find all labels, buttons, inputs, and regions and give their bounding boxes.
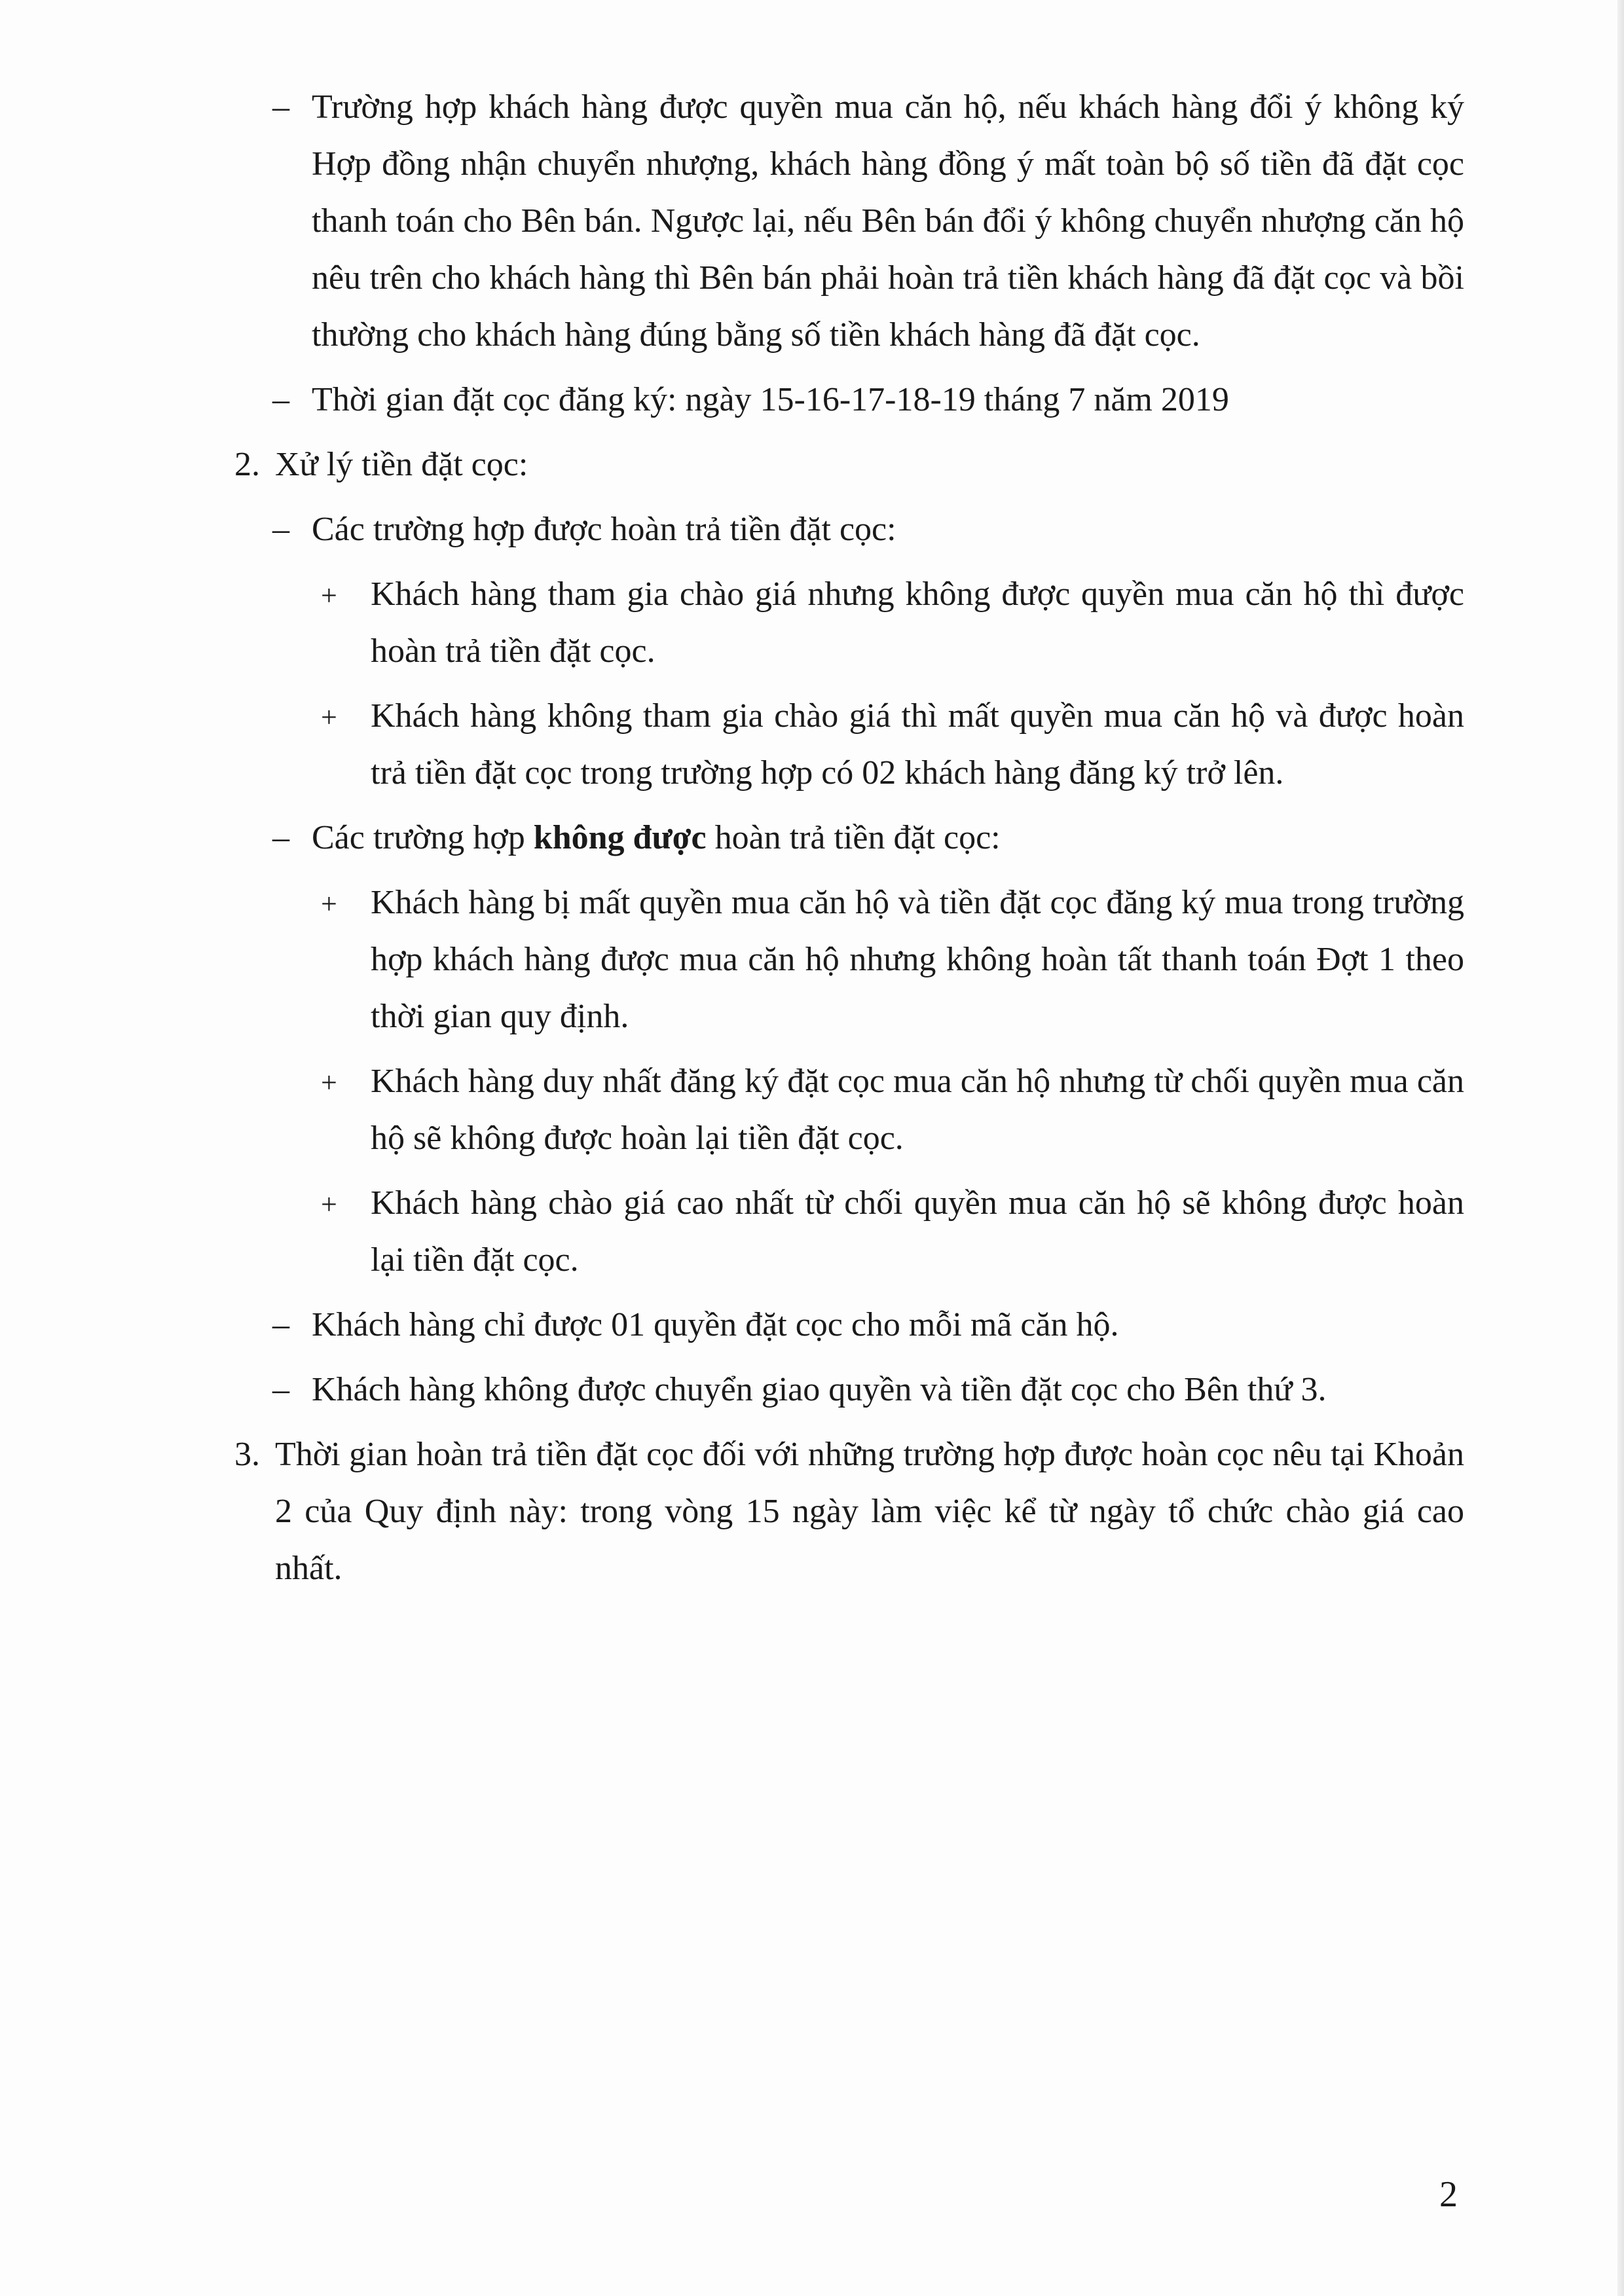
section-number: 2. (234, 446, 260, 483)
paragraph-text: Thời gian đặt cọc đăng ký: ngày 15-16-17-18-19 tháng 7 năm 2019 (312, 381, 1229, 418)
dash-marker: – (272, 381, 289, 418)
paragraph-text-after: hoàn trả tiền đặt cọc: (706, 819, 1001, 856)
paragraph-text: Khách hàng duy nhất đăng ký đặt cọc mua căn hộ nhưng từ chối quyền mua căn hộ sẽ không được hoàn lại tiền đặt cọc. (371, 1063, 1464, 1157)
section-heading: Xử lý tiền đặt cọc: (275, 446, 528, 483)
bullet-paragraph (272, 371, 1464, 428)
bullet-paragraph (272, 809, 1464, 866)
sub-bullet-paragraph (321, 1053, 1464, 1167)
paragraph-text: Khách hàng bị mất quyền mua căn hộ và tiền đặt cọc đăng ký mua trong trường hợp khách hàng được mua căn hộ nhưng không hoàn tất thanh toán Đợt 1 theo thời gian quy định. (371, 884, 1464, 1035)
paragraph-text: Khách hàng không tham gia chào giá thì mất quyền mua căn hộ và được hoàn trả tiền đặt cọc trong trường hợp có 02 khách hàng đăng ký trở lên. (371, 697, 1464, 792)
sub-bullet-paragraph (321, 566, 1464, 680)
document-body (0, 79, 1624, 1605)
plus-marker: + (321, 1188, 337, 1220)
dash-marker: – (272, 1306, 289, 1343)
bullet-paragraph (272, 1361, 1464, 1418)
section-number: 3. (234, 1436, 260, 1473)
bullet-paragraph (272, 1296, 1464, 1353)
numbered-section (234, 436, 1464, 493)
sub-bullet-paragraph (321, 874, 1464, 1045)
paragraph-text: Khách hàng không được chuyển giao quyền và tiền đặt cọc cho Bên thứ 3. (312, 1371, 1327, 1408)
dash-marker: – (272, 1371, 289, 1408)
plus-marker: + (321, 1066, 337, 1099)
plus-marker: + (321, 888, 337, 920)
paragraph-text: Thời gian hoàn trả tiền đặt cọc đối với những trường hợp được hoàn cọc nêu tại Khoản 2 của Quy định này: trong vòng 15 ngày làm việc kể từ ngày tổ chức chào giá cao nhất. (275, 1436, 1464, 1587)
paragraph-text: Khách hàng tham gia chào giá nhưng không được quyền mua căn hộ thì được hoàn trả tiền đặt cọc. (371, 575, 1464, 670)
scan-edge-shadow (1617, 0, 1624, 2296)
plus-marker: + (321, 701, 337, 733)
plus-marker: + (321, 579, 337, 611)
dash-marker: – (272, 511, 289, 548)
paragraph-text: Các trường hợp được hoàn trả tiền đặt cọc: (312, 511, 896, 548)
sub-bullet-paragraph (321, 687, 1464, 801)
paragraph-text: Trường hợp khách hàng được quyền mua căn hộ, nếu khách hàng đổi ý không ký Hợp đồng nhận chuyển nhượng, khách hàng đồng ý mất toàn bộ số tiền đã đặt cọc thanh toán cho Bên bán. Ngược lại, nếu Bên bán đổi ý không chuyển nhượng căn hộ nêu trên cho khách hàng thì Bên bán phải hoàn trả tiền khách hàng đã đặt cọc và bồi thường cho khách hàng đúng bằng số tiền khách hàng đã đặt cọc. (312, 88, 1464, 354)
paragraph-text-bold: không được (533, 819, 707, 856)
numbered-section (234, 1426, 1464, 1597)
dash-marker: – (272, 88, 289, 126)
dash-marker: – (272, 819, 289, 856)
bullet-paragraph (272, 501, 1464, 558)
sub-bullet-paragraph (321, 1175, 1464, 1288)
paragraph-text: Khách hàng chào giá cao nhất từ chối quyền mua căn hộ sẽ không được hoàn lại tiền đặt cọc. (371, 1184, 1464, 1279)
paragraph-text-before: Các trường hợp (312, 819, 534, 856)
bullet-paragraph (272, 79, 1464, 363)
page-number: 2 (1439, 2174, 1458, 2215)
paragraph-text: Khách hàng chỉ được 01 quyền đặt cọc cho mỗi mã căn hộ. (312, 1306, 1119, 1343)
